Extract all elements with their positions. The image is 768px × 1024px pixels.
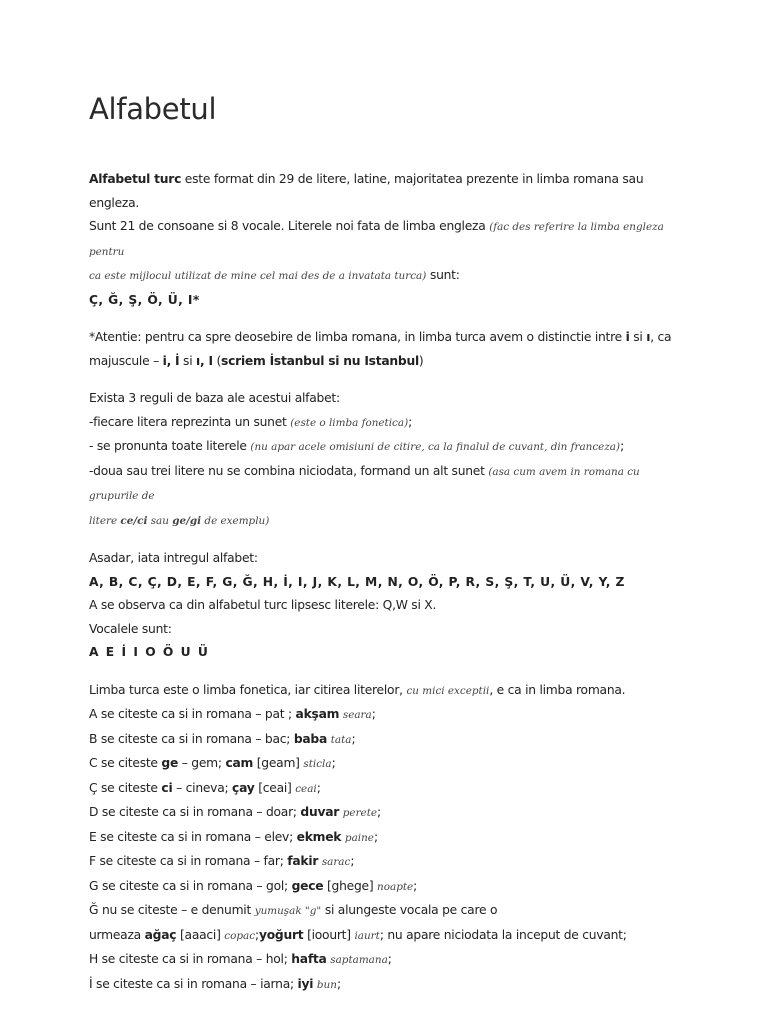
soft-g-text: Ğ nu se citeste – e denumit [89,903,255,917]
soft-g-text-4: ; nu apare niciodata la inceput de cuvant; [379,927,627,942]
rule-3 [89,460,689,509]
soft-g-word-1: ağaç [144,927,177,942]
row-text: H se citeste ca si in romana – hol; [89,952,292,966]
turkish-word: çay [232,780,255,795]
pronunciation-row [89,703,689,728]
soft-g-translation-1: copac [224,929,256,942]
soft-g-line-1 [89,899,689,924]
row-text: G se citeste ca si in romana – gol; [89,878,292,893]
attention-text-2: , ca [650,330,672,344]
rule-2-end: ; [620,439,624,453]
istanbul-example: scriem İstanbul si nu Istanbul [221,353,419,368]
row-sound: ci [161,780,173,795]
soft-g-text-2: si alungeste vocala pe care o [321,903,498,917]
translation: perete [342,807,378,819]
row-end: ; [316,780,321,795]
pronunciation-row [89,728,689,753]
pronunciation-row [89,801,689,826]
soft-g-word-2: yoğurt [258,927,304,942]
phonetic-intro [89,679,689,704]
pronunciation-row [89,973,689,998]
new-letters: Ç, Ğ, Ş, Ö, Ü, I* [89,292,200,307]
pronunciation-row [89,875,689,900]
row-end: ; [387,952,392,966]
row-end: ; [350,854,355,868]
soft-g-term: yumuşak "g" [254,905,322,917]
row-example: – cineva; [172,780,233,795]
translation: tata [330,733,352,746]
row-text: B se citeste ca si in romana – bac; [89,731,294,746]
intro-note: (fac des referire la limba engleza pentru [89,221,664,258]
rule-1-note: (este o limba fonetica) [290,416,409,429]
row-example: – gem; [178,756,226,770]
translation: noapte [377,880,414,893]
rule-2 [89,435,689,460]
rules-paragraph [89,387,689,533]
row-end: ; [413,878,418,893]
letter-i-dotless: ı [646,330,651,344]
translation: sticla [303,758,332,770]
row-text: A se citeste ca si in romana – pat ; [89,707,296,721]
vowels-label: Vocalele sunt: [89,621,172,636]
uppercase-pair-1: i, İ [162,353,180,368]
row-end: ; [377,805,381,819]
row-end: ; [373,829,378,844]
attention-and: si [629,330,647,344]
pronunciation-list [89,703,689,899]
rule-1 [89,411,689,436]
rule-2-text: - se pronunta toate literele [89,439,251,453]
soft-g-pron-2: [ioourt] [303,927,355,942]
vowels-list: A E İ I O Ö U Ü [89,645,210,659]
phonetic-text-2: , e ca in limba romana. [489,682,626,697]
turkish-word: fakir [287,854,319,868]
turkish-word: baba [293,731,328,746]
rule-3-note-2: litere [89,514,121,527]
paren-close: ) [418,353,424,368]
rule-3-text: -doua sau trei litere nu se combina niciodata, formand un alt sunet [89,463,489,478]
translation: sarac [321,856,351,868]
phonetic-text: Limba turca este o limba fonetica, iar citirea literelor, [89,682,407,697]
soft-g-translation-2: iaurt [354,929,380,942]
row-end: ; [336,976,341,991]
turkish-word: duvar [300,805,340,819]
phonetic-note: cu mici exceptii [406,684,490,697]
uppercase-pair-2: ı, I [196,353,213,368]
pronunciation: [geam] [253,756,304,770]
pronunciation-list-2 [89,948,689,997]
alphabet-section [89,547,689,665]
pronunciation-row [89,948,689,973]
letter-i-dot: i [625,330,630,344]
row-text: F se citeste ca si in romana – far; [89,854,288,868]
attention-text: *Atentie: pentru ca spre deosebire de limba romana, in limba turca avem o distinctie intre [89,330,626,344]
intro-paragraph [89,168,689,312]
translation: paine [344,831,374,844]
rule-3-example-1: ce/ci [120,514,148,527]
intro-note-2: ca este mijlocul utilizat de mine cel mai des de a invatata turca) [89,270,427,282]
attention-paragraph [89,326,689,373]
alphabet-letters: A, B, C, Ç, D, E, F, G, Ğ, H, İ, I, J, K, L, M, N, O, Ö, P, R, S, Ş, T, U, Ü, V, Y, Z [89,574,625,589]
missing-letters: A se observa ca din alfabetul turc lipsesc literele: Q,W si X. [89,598,437,612]
pronunciation-row [89,777,689,802]
intro-text: este format din 29 de litere, latine, majoritatea prezente in limba romana sau engleza. [89,172,644,210]
turkish-word: hafta [291,952,327,966]
row-text: İ se citeste ca si in romana – iarna; [89,976,298,991]
paren-open: ( [212,353,222,368]
translation: seara [342,709,372,721]
turkish-word: akşam [295,707,340,721]
translation: ceai [295,782,317,795]
row-end: ; [331,756,336,770]
rule-3-note-3: sau [147,514,173,527]
row-text: Ç se citeste [89,780,162,795]
pronunciation-row [89,826,689,851]
row-end: ; [371,707,376,721]
soft-g-text-3: urmeaza [89,927,145,942]
turkish-word: ekmek [296,829,342,844]
rule-3-note-4: de exemplu) [201,514,270,527]
soft-g-line-2 [89,924,689,949]
pronunciation-row [89,850,689,875]
rule-2-note: (nu apar acele omisiuni de citire, ca la finalul de cuvant, din franceza) [250,441,621,453]
intro-text-3: sunt: [426,268,460,282]
translation: bun [316,978,337,991]
pronunciation-row [89,752,689,777]
row-sound: ge [161,756,179,770]
soft-g-separator: ; [255,927,259,942]
rule-3-note: (asa cum avem in romana cu grupurile de [89,465,640,502]
rule-1-end: ; [408,414,413,429]
row-text: C se citeste [89,756,162,770]
attention-and-2: si [179,353,197,368]
row-end: ; [351,731,356,746]
pronunciation: [ceai] [254,780,296,795]
intro-text-2: Sunt 21 de consoane si 8 vocale. Literele noi fata de limba engleza [89,219,490,233]
intro-bold: Alfabetul turc [89,172,182,186]
turkish-word: gece [291,878,324,893]
rule-3-example-2: ge/gi [172,514,202,527]
translation: saptamana [330,954,388,966]
turkish-word: iyi [297,976,314,991]
attention-text-3: majuscule – [89,353,163,368]
pronunciation-section [89,679,689,998]
soft-g-pron-1: [aaaci] [176,927,225,942]
document-page [89,92,689,997]
row-text: E se citeste ca si in romana – elev; [89,829,297,844]
turkish-word: cam [225,756,254,770]
row-text: D se citeste ca si in romana – doar; [89,805,301,819]
pronunciation: [ghege] [323,878,378,893]
rule-1-text: -fiecare litera reprezinta un sunet [89,414,291,429]
page-title: Alfabetul [89,92,217,126]
alphabet-intro: Asadar, iata intregul alfabet: [89,551,258,565]
rules-heading: Exista 3 reguli de baza ale acestui alfabet: [89,391,340,405]
